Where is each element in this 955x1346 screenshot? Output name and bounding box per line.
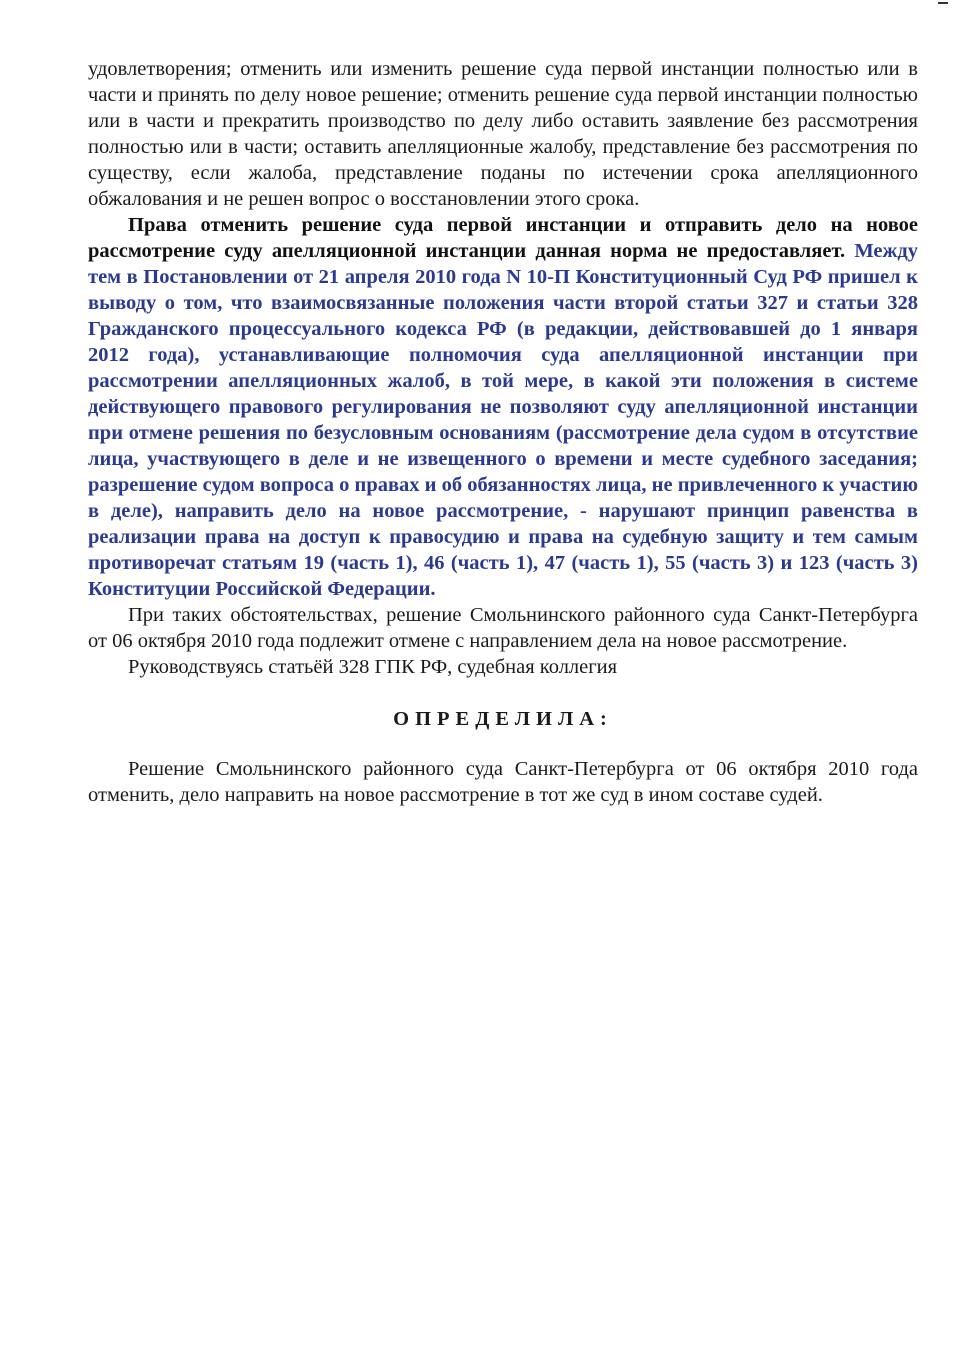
paragraph-circumstances: При таких обстоятельствах, решение Смольнинского районного суда Санкт-Петербурга от 06 октября 2010 года подлежит отмене с направлением дела на новое рассмотрение. [88,604,918,652]
document-body [88,56,918,808]
scan-mark [938,2,948,4]
paragraph-guided-by: Руководствуясь статьёй 328 ГПК РФ, судебная коллегия [128,656,618,678]
paragraph-continuation: удовлетворения; отменить или изменить решение суда первой инстанции полностью или в части и принять по делу новое решение; отменить решение суда первой инстанции полностью или в части и прекратить производство по делу либо оставить заявление без рассмотрения полностью или в части; оставить апелляционные жалобу, представление без рассмотрения по существу, если жалоба, представление поданы по истечении срока апелляционного обжалования и не решен вопрос о восстановлении этого срока. [88,58,918,210]
paragraph-decision: Решение Смольнинского районного суда Санкт-Петербурга от 06 октября 2010 года отменить, дело направить на новое рассмотрение в тот же суд в ином составе судей. [88,758,918,806]
ruling-heading: ОПРЕДЕЛИЛА: [393,708,613,730]
paragraph-constitutional-court [88,212,918,602]
bold-statement: Права отменить решение суда первой инстанции и отправить дело на новое рассмотрение суду апелляционной инстанции данная норма не предоставляет. [88,214,918,262]
highlighted-ruling: Между тем в Постановлении от 21 апреля 2010 года N 10-П Конституционный Суд РФ пришел к выводу о том, что взаимосвязанные положения части второй статьи 327 и статьи 328 Гражданского процессуального кодекса РФ (в редакции, действовавшей до 1 января 2012 года), устанавливающие полномочия суда апелляционной инстанции при рассмотрении апелляционных жалоб, в той мере, в какой эти положения в системе действующего правового регулирования не позволяют суду апелляционной инстанции при отмене решения по безусловным основаниям (рассмотрение дела судом в отсутствие лица, участвующего в деле и не извещенного о времени и месте судебного заседания; разрешение судом вопроса о правах и об обязанностях лица, не привлеченного к участию в деле), направить дело на новое рассмотрение, - нарушают принцип равенства в реализации права на доступ к правосудию и права на судебную защиту и тем самым противоречат статьям 19 (часть 1), 46 (часть 1), 47 (часть 1), 55 (часть 3) и 123 (часть 3) Конституции Российской Федерации. [88,240,918,600]
